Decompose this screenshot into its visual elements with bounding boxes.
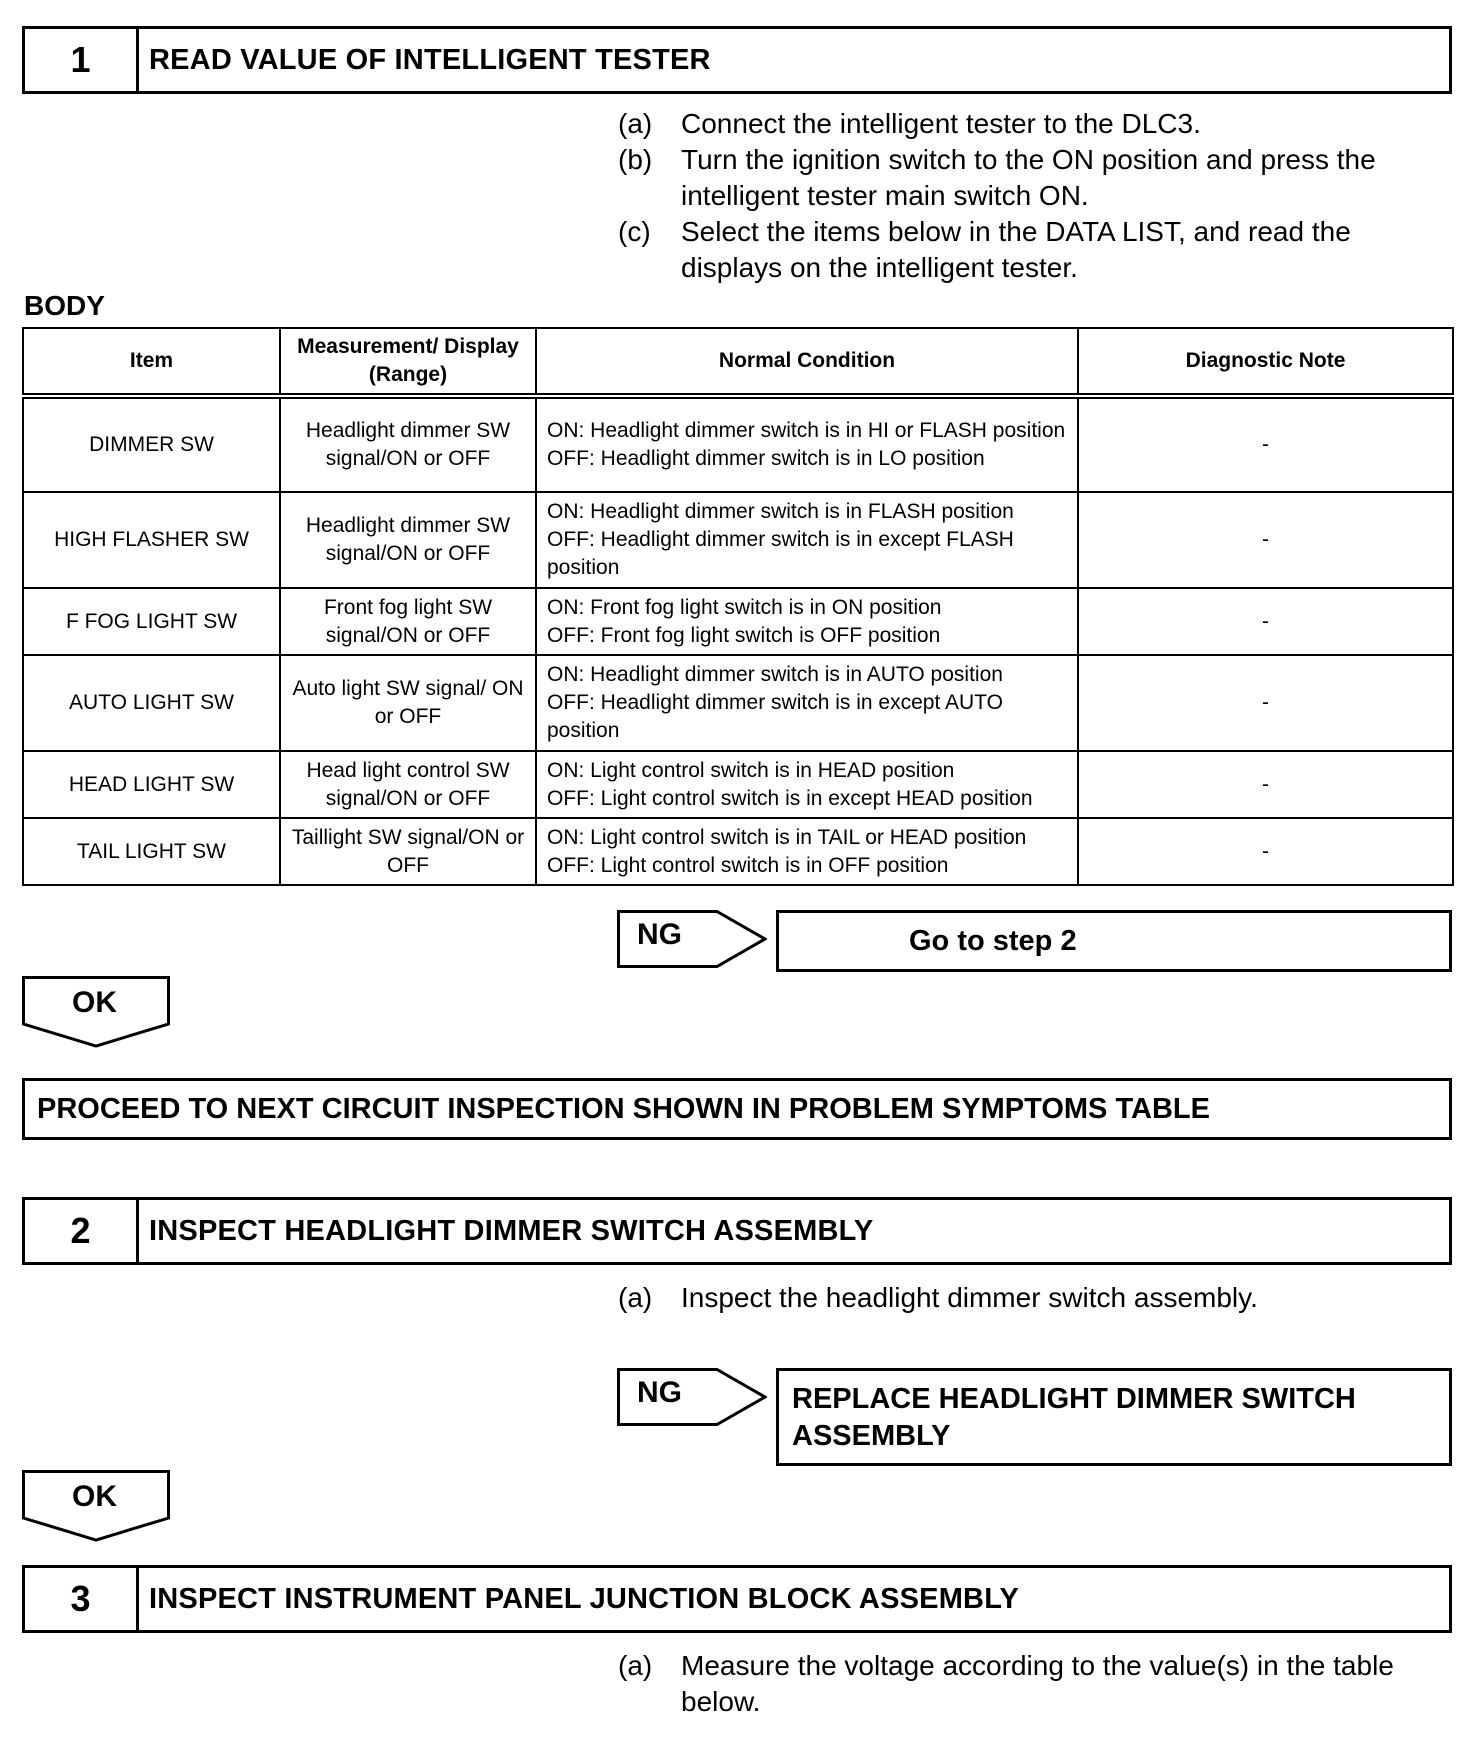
- ng-result-box-2: [776, 1368, 1452, 1466]
- instruction-letter: (a): [618, 1650, 653, 1681]
- step-1-header: [22, 26, 1452, 94]
- cell-measurement: Headlight dimmer SW signal/ON or OFF: [280, 492, 536, 588]
- step-3-header: [22, 1565, 1452, 1633]
- section-label: BODY: [24, 290, 105, 321]
- cell-measurement: Taillight SW signal/ON or OFF: [280, 818, 536, 885]
- step-2-instructions: [618, 1280, 1448, 1316]
- condition-off: OFF: Headlight dimmer switch is in except FLASH position: [547, 528, 1014, 579]
- condition-off: OFF: Headlight dimmer switch is in except AUTO position: [547, 691, 1003, 742]
- condition-on: ON: Front fog light switch is in ON position: [547, 595, 942, 619]
- cell-measurement: Headlight dimmer SW signal/ON or OFF: [280, 396, 536, 492]
- proceed-box: [22, 1078, 1452, 1140]
- condition-off: OFF: Light control switch is in except HEAD position: [547, 786, 1033, 810]
- cell-item: HEAD LIGHT SW: [23, 751, 280, 818]
- table-row: [23, 655, 1453, 751]
- ng-result-text: Go to step 2: [909, 924, 1077, 957]
- cell-item: AUTO LIGHT SW: [23, 655, 280, 751]
- instruction-item: [618, 1648, 1448, 1720]
- cell-note: -: [1078, 818, 1453, 885]
- cell-condition: [536, 818, 1078, 885]
- condition-off: OFF: Light control switch is in OFF position: [547, 853, 949, 877]
- step-title: INSPECT INSTRUMENT PANEL JUNCTION BLOCK ASSEMBLY: [149, 1582, 1019, 1615]
- cell-note: -: [1078, 655, 1453, 751]
- column-header-condition: Normal Condition: [536, 328, 1078, 396]
- step-3-instructions: [618, 1648, 1448, 1720]
- condition-on: ON: Light control switch is in TAIL or HEAD position: [547, 825, 1027, 849]
- instruction-letter: (a): [618, 1282, 653, 1313]
- condition-off: OFF: Headlight dimmer switch is in LO position: [547, 447, 985, 470]
- step-title: READ VALUE OF INTELLIGENT TESTER: [149, 43, 711, 76]
- ng-branch-1: [617, 910, 767, 968]
- instruction-item: [618, 1280, 1448, 1316]
- instruction-item: [618, 214, 1448, 286]
- cell-note: -: [1078, 751, 1453, 818]
- data-list-table: [22, 327, 1454, 886]
- instruction-text: Connect the intelligent tester to the DLC3.: [681, 108, 1201, 139]
- instruction-text: Inspect the headlight dimmer switch assembly.: [681, 1282, 1258, 1313]
- step-number: 2: [25, 1200, 139, 1262]
- ng-branch-2: [617, 1368, 767, 1426]
- instruction-letter: (a): [618, 108, 653, 139]
- instruction-text: Turn the ignition switch to the ON position and press the intelligent tester main switch ON.: [681, 144, 1376, 211]
- step-number: 1: [25, 29, 139, 91]
- step-2-header: [22, 1197, 1452, 1265]
- cell-item: DIMMER SW: [23, 396, 280, 492]
- ng-result-box-1: [776, 910, 1452, 972]
- condition-on: ON: Light control switch is in HEAD position: [547, 758, 955, 782]
- cell-condition: [536, 492, 1078, 588]
- step-number: 3: [25, 1568, 139, 1630]
- cell-measurement: Front fog light SW signal/ON or OFF: [280, 588, 536, 655]
- table-row: [23, 751, 1453, 818]
- step-title: INSPECT HEADLIGHT DIMMER SWITCH ASSEMBLY: [149, 1214, 874, 1247]
- cell-condition: [536, 396, 1078, 492]
- cell-condition: [536, 751, 1078, 818]
- condition-off: OFF: Front fog light switch is OFF position: [547, 623, 941, 647]
- cell-measurement: Auto light SW signal/ ON or OFF: [280, 655, 536, 751]
- ng-label: NG: [637, 918, 682, 951]
- instruction-letter: (c): [618, 216, 651, 247]
- ng-result-text: REPLACE HEADLIGHT DIMMER SWITCH ASSEMBLY: [792, 1383, 1356, 1452]
- cell-note: -: [1078, 492, 1453, 588]
- instruction-text: Select the items below in the DATA LIST, and read the displays on the intelligent tester.: [681, 216, 1351, 283]
- table-row: [23, 492, 1453, 588]
- cell-item: HIGH FLASHER SW: [23, 492, 280, 588]
- cell-measurement: Head light control SW signal/ON or OFF: [280, 751, 536, 818]
- table-header-row: [23, 328, 1453, 396]
- step-1-instructions: [618, 106, 1448, 286]
- column-header-measurement: Measurement/ Display (Range): [280, 328, 536, 396]
- ok-label: OK: [72, 986, 117, 1019]
- condition-on: ON: Headlight dimmer switch is in FLASH position: [547, 500, 1014, 523]
- column-header-item: Item: [23, 328, 280, 396]
- ng-label: NG: [637, 1376, 682, 1409]
- cell-note: -: [1078, 588, 1453, 655]
- cell-note: -: [1078, 396, 1453, 492]
- table-row: [23, 818, 1453, 885]
- cell-condition: [536, 588, 1078, 655]
- proceed-text: PROCEED TO NEXT CIRCUIT INSPECTION SHOWN IN PROBLEM SYMPTOMS TABLE: [37, 1092, 1210, 1125]
- table-row: [23, 396, 1453, 492]
- ok-label: OK: [72, 1480, 117, 1513]
- instruction-item: [618, 142, 1448, 214]
- condition-on: ON: Headlight dimmer switch is in AUTO position: [547, 663, 1003, 686]
- cell-item: F FOG LIGHT SW: [23, 588, 280, 655]
- cell-item: TAIL LIGHT SW: [23, 818, 280, 885]
- instruction-text: Measure the voltage according to the value(s) in the table below.: [681, 1650, 1394, 1717]
- cell-condition: [536, 655, 1078, 751]
- instruction-item: [618, 106, 1448, 142]
- column-header-note: Diagnostic Note: [1078, 328, 1453, 396]
- instruction-letter: (b): [618, 144, 653, 175]
- condition-on: ON: Headlight dimmer switch is in HI or FLASH position: [547, 419, 1066, 442]
- ok-branch-1: [22, 976, 170, 1048]
- ok-branch-2: [22, 1470, 170, 1542]
- table-row: [23, 588, 1453, 655]
